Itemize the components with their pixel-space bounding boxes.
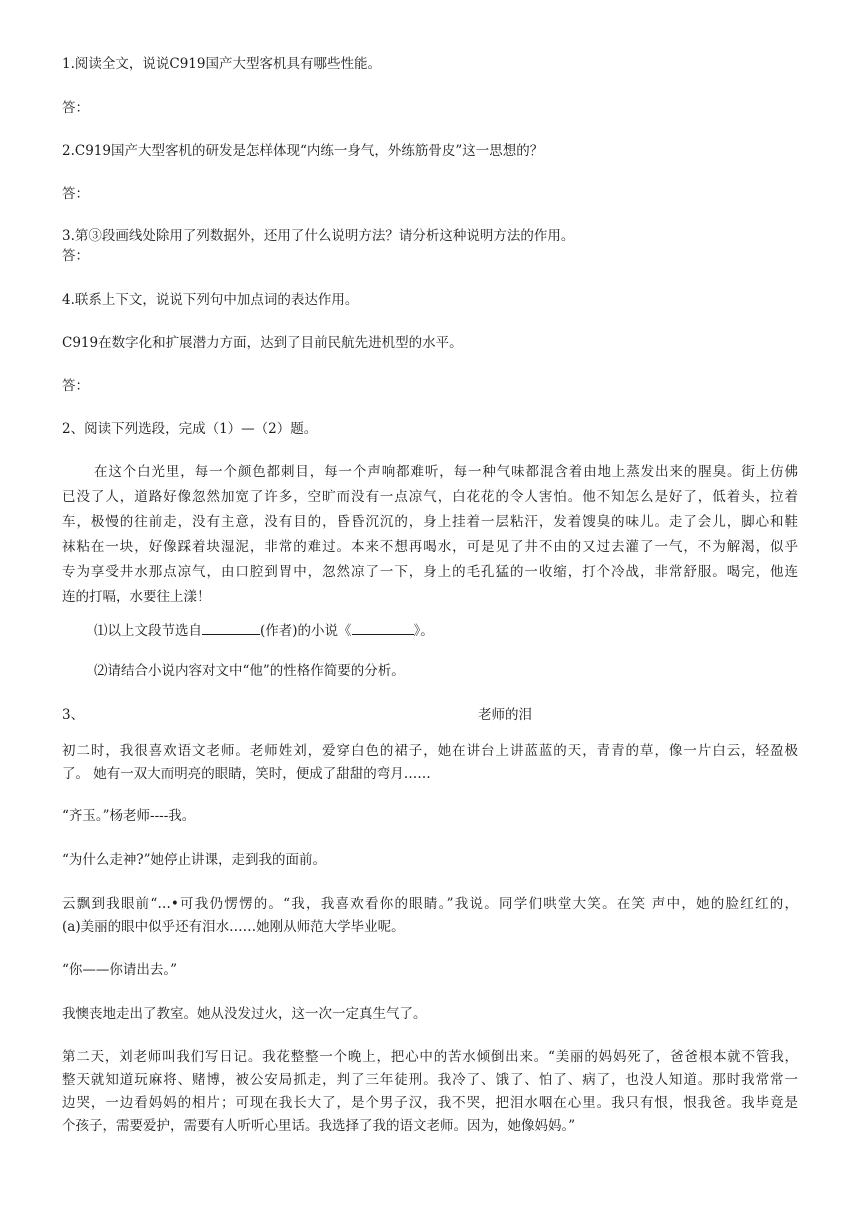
story-line: 整天就知道玩麻将、赌博，被公安局抓走，判了三年徒刑。我冷了、饿了、怕了、病了，也没人知道。那时我常常一 [62,1072,798,1088]
question-2: 2.C919国产大型客机的研发是怎样体现“内练一身气，外练筋骨皮”这一思想的？ [62,143,544,159]
section-2-heading: 2、阅读下列选段，完成（1）—（2）题。 [62,421,318,437]
sub-question-1-pre: ⑴以上文段节选自 [94,623,202,639]
author-blank[interactable] [202,620,260,635]
story-line: 个孩子，需要爱护，需要有人听听心里话。我选择了我的语文老师。因为，她像妈妈。” [62,1118,576,1134]
story-line: 第二天，刘老师叫我们写日记。我花整整一个晚上，把心中的苦水倾倒出来。“美丽的妈妈死了，爸爸根本就不管我， [62,1049,798,1065]
sub-question-1-post: 》。 [413,623,434,639]
story-line: 云飘到我眼前“…•可我仍愣愣的。“我，我喜欢看你的眼睛。”我说。同学们哄堂大笑。在笑 声中，她的脸红红的， [62,896,798,912]
passage-line: 专为享受井水那点凉气，由口腔到胃中，忽然凉了一下，身上的毛孔猛的一收缩，打个冷战，非常舒服。喝完，他连 [62,564,798,580]
story-line: “你——你请出去。” [62,962,178,978]
story-line: 边哭，一边看妈妈的相片；可现在我长大了，是个男子汉，我不哭，把泪水咽在心里。我只有恨，恨我爸。我毕竟是 [62,1095,798,1111]
answer-4: 答： [62,378,89,394]
story-line: (a)美丽的眼中似乎还有泪水……她刚从师范大学毕业呢。 [62,919,405,935]
passage-line: 袜粘在一块，好像踩着块湿泥，非常的难过。本来不想再喝水，可是见了井不由的又过去灌了一气，不为解渴，似乎 [62,539,798,555]
passage-line: 车，极慢的往前走，没有主意，没有目的，昏昏沉沉的，身上挂着一层粘汗，发着馊臭的味儿。走了会儿，脚心和鞋 [62,514,798,530]
section-3-number: 3、 [62,707,85,723]
question-4: 4.联系上下文，说说下列句中加点词的表达作用。 [62,292,359,308]
sub-question-1-mid: (作者)的小说《 [260,623,352,639]
story-line: 了。 她有一双大而明亮的眼睛，笑时，便成了甜甜的弯月…… [62,766,431,782]
sub-question-1 [94,620,434,641]
question-4-sentence: C919在数字化和扩展潜力方面，达到了目前民航先进机型的水平。 [62,335,463,351]
sub-question-2: ⑵请结合小说内容对文中“他”的性格作简要的分析。 [94,663,405,679]
story-line: “齐玉。”杨老师----我。 [62,808,196,824]
question-3: 3.第③段画线处除用了列数据外，还用了什么说明方法？请分析这种说明方法的作用。 [62,228,575,244]
question-1: 1.阅读全文，说说C919国产大型客机具有哪些性能。 [62,56,381,72]
story-line: 我懊丧地走出了教室。她从没发过火，这一次一定真生气了。 [62,1006,427,1022]
story-title: 老师的泪 [478,707,532,723]
story-line: “为什么走神?”她停止讲课，走到我的面前。 [62,852,327,868]
passage-line: 连的打嗝，水要往上漾！ [62,589,211,605]
passage-line: 已没了人，道路好像忽然加宽了许多，空旷而没有一点凉气，白花花的令人害怕。他不知怎么是好了，低着头，拉着 [62,489,798,505]
answer-2: 答： [62,186,89,202]
answer-3: 答： [62,248,89,264]
answer-1: 答： [62,100,89,116]
novel-title-blank[interactable] [352,620,414,635]
story-line: 初二时，我很喜欢语文老师。老师姓刘，爱穿白色的裙子，她在讲台上讲蓝蓝的天，青青的草，像一片白云，轻盈极 [62,743,798,759]
passage-line: 在这个白光里，每一个颜色都刺目，每一个声响都难听，每一种气味都混含着由地上蒸发出来的腥臭。街上仿佛 [94,464,798,480]
